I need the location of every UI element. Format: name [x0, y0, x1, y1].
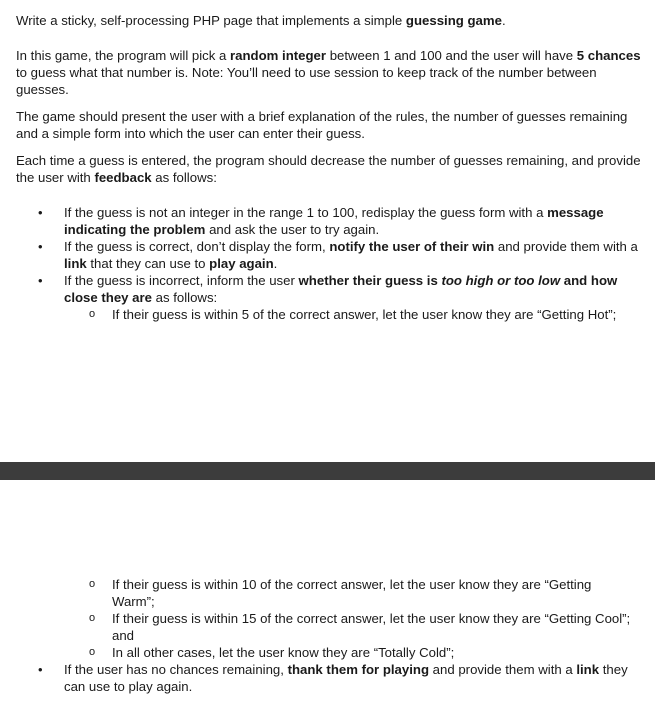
b1-c: and ask the user to try again. — [205, 222, 380, 237]
sub-item-cold: In all other cases, let the user know they are “Totally Cold”; — [112, 645, 455, 660]
b3-a: If the guess is incorrect, inform the user — [64, 273, 299, 288]
bullet-text-no-chances — [64, 661, 644, 695]
b4-d: link — [576, 662, 600, 677]
b1-a: If the guess is not an integer in the range 1 to 100, redisplay the guess form with a — [64, 205, 548, 220]
b2-b: notify the user of their win — [329, 239, 495, 254]
b3-c: too high or too low — [441, 273, 561, 288]
b4-a: If the user has no chances remaining, — [64, 662, 288, 677]
page-break-divider — [0, 462, 655, 480]
rules-text-a: In this game, the program will pick a — [16, 48, 231, 63]
bullet-icon: • — [38, 273, 43, 288]
sub-bullet-icon: o — [89, 308, 96, 320]
b2-c: and provide them with a — [494, 239, 638, 254]
b3-b: whether their guess is — [298, 273, 442, 288]
b4-e: they can use to play again. — [64, 662, 628, 694]
rules-paragraph — [16, 47, 641, 98]
rules-text-e: to guess what that number is. Note: You’ll need to use session to keep track of the number between guesses. — [16, 65, 597, 97]
bullet-text-invalid-guess — [64, 204, 644, 238]
b1-b: message indicating the problem — [64, 205, 604, 237]
bullet-icon: • — [38, 205, 43, 220]
sub-bullet-icon: o — [89, 578, 96, 590]
sub-item-warm: If their guess is within 10 of the correct answer, let the user know they are “Getting Warm”; — [112, 577, 592, 609]
b2-d: link — [64, 256, 87, 271]
intro-bold: guessing game — [405, 13, 502, 28]
bullet-text-correct-guess — [64, 238, 644, 272]
b3-e: as follows: — [151, 290, 218, 305]
sub-bullet-icon: o — [89, 646, 96, 658]
feedback-bold: feedback — [94, 170, 152, 185]
bullet-text-incorrect-guess — [64, 272, 644, 306]
intro-text: Write a sticky, self-processing PHP page that implements a simple — [16, 13, 406, 28]
b2-e: that they can use to — [86, 256, 210, 271]
sub-bullet-icon: o — [89, 612, 96, 624]
intro-end: . — [501, 13, 506, 28]
b4-c: and provide them with a — [429, 662, 577, 677]
b2-f: play again — [209, 256, 274, 271]
b3-d: and how close they are — [64, 273, 618, 305]
sub-item-cool: If their guess is within 15 of the correct answer, let the user know they are “Getting Cool”; and — [112, 611, 631, 643]
b2-g: . — [273, 256, 278, 271]
page-2 — [0, 480, 655, 717]
bullet-icon: • — [38, 662, 43, 677]
feedback-paragraph — [16, 152, 641, 186]
rules-bold-random: random integer — [230, 48, 327, 63]
feedback-text-a: Each time a guess is entered, the program should decrease the number of guesses remaining, and provide the user with — [16, 153, 641, 185]
rules-bold-chances: 5 chances — [576, 48, 641, 63]
bullet-icon: • — [38, 239, 43, 254]
b2-a: If the guess is correct, don’t display the form, — [64, 239, 330, 254]
b4-b: thank them for playing — [287, 662, 430, 677]
sub-item-hot: If their guess is within 5 of the correct answer, let the user know they are “Getting Hot”; — [112, 307, 617, 322]
presentation-paragraph: The game should present the user with a brief explanation of the rules, the number of guesses remaining and a simple form into which the user can enter their guess. — [16, 109, 628, 141]
intro-paragraph — [16, 12, 641, 29]
rules-text-c: between 1 and 100 and the user will have — [326, 48, 577, 63]
feedback-text-c: as follows: — [151, 170, 217, 185]
